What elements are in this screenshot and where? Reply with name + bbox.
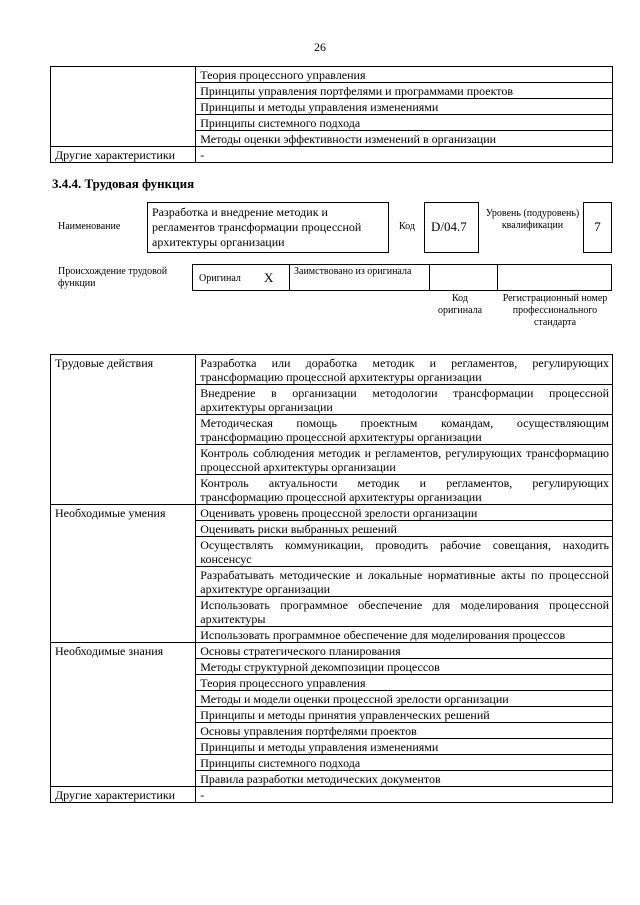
- row-item: Принципы и методы принятия управленческих решений: [196, 707, 613, 723]
- row-item: Разрабатывать методические и локальные нормативные акты по процессной архитектуре организации: [196, 567, 613, 597]
- qualification-level-label: Уровень (подуровень) квалификации: [485, 208, 580, 231]
- original-mark: X: [264, 270, 274, 285]
- row-item: Методы и модели оценки процессной зрелости организации: [196, 691, 613, 707]
- origin-row: [192, 264, 612, 291]
- qualification-level-box: 7: [583, 202, 612, 253]
- borrowed-cell: [289, 264, 430, 291]
- table-row: [51, 147, 613, 163]
- table-row: [51, 67, 613, 83]
- original-code-cell: [429, 264, 498, 291]
- row-item: -: [196, 147, 613, 163]
- row-item: -: [196, 787, 613, 803]
- borrowed-label: Заимствовано из оригинала: [294, 266, 412, 277]
- row-item: Методы структурной декомпозиции процессов: [196, 659, 613, 675]
- row-category: Другие характеристики: [51, 147, 196, 163]
- row-item: Осуществлять коммуникации, проводить рабочие совещания, находить консенсус: [196, 537, 613, 567]
- row-category: Необходимые умения: [51, 505, 196, 643]
- row-item: Теория процессного управления: [196, 675, 613, 691]
- labor-function-table: [50, 354, 613, 803]
- row-category: Трудовые действия: [51, 355, 196, 505]
- original-code-caption: Код оригинала: [437, 293, 483, 316]
- table-row: [51, 787, 613, 803]
- row-item: Принципы системного подхода: [196, 755, 613, 771]
- row-item: Использовать программное обеспечение для моделирования процессов: [196, 627, 613, 643]
- row-category: [51, 67, 196, 147]
- row-item: Оценивать риски выбранных решений: [196, 521, 613, 537]
- name-label: Наименование: [58, 221, 121, 232]
- function-name-box: Разработка и внедрение методик и регламентов трансформации процессной архитектуры организации: [147, 202, 389, 253]
- row-category: Другие характеристики: [51, 787, 196, 803]
- row-item: Внедрение в организации методологии трансформации процессной архитектуры организации: [196, 385, 613, 415]
- row-item: Принципы и методы управления изменениями: [196, 99, 613, 115]
- row-item: Принципы управления портфелями и программами проектов: [196, 83, 613, 99]
- table-row: [51, 643, 613, 659]
- row-item: Оценивать уровень процессной зрелости организации: [196, 505, 613, 521]
- row-item: Контроль соблюдения методик и регламентов, регулирующих трансформацию процессной архитектуры организации: [196, 445, 613, 475]
- row-item: Контроль актуальности методик и регламентов, регулирующих трансформацию процессной архитектуры организации: [196, 475, 613, 505]
- row-item: Теория процессного управления: [196, 67, 613, 83]
- original-label: Оригинал: [199, 273, 241, 284]
- row-item: Принципы системного подхода: [196, 115, 613, 131]
- registration-number-caption: Регистрационный номер профессионального стандарта: [502, 293, 608, 328]
- row-item: Основы стратегического планирования: [196, 643, 613, 659]
- row-item: Использовать программное обеспечение для моделирования процессной архитектуры: [196, 597, 613, 627]
- code-label: Код: [399, 221, 415, 232]
- page-number: 26: [314, 40, 326, 54]
- origin-label: Происхождение трудовой функции: [58, 266, 168, 289]
- original-cell: [192, 264, 290, 291]
- row-item: Принципы и методы управления изменениями: [196, 739, 613, 755]
- table-row: [51, 355, 613, 385]
- row-item: Методы оценки эффективности изменений в организации: [196, 131, 613, 147]
- registration-number-cell: [497, 264, 612, 291]
- section-title: 3.4.4. Трудовая функция: [52, 176, 195, 191]
- row-item: Основы управления портфелями проектов: [196, 723, 613, 739]
- row-item: Правила разработки методических документов: [196, 771, 613, 787]
- row-item: Разработка или доработка методик и регламентов, регулирующих трансформацию процессной архитектуры организации: [196, 355, 613, 385]
- function-code-box: D/04.7: [424, 202, 479, 253]
- row-category: Необходимые знания: [51, 643, 196, 787]
- row-item: Методическая помощь проектным командам, осуществляющим трансформацию процессной архитектуры организации: [196, 415, 613, 445]
- table-row: [51, 505, 613, 521]
- top-characteristics-table: [50, 66, 613, 163]
